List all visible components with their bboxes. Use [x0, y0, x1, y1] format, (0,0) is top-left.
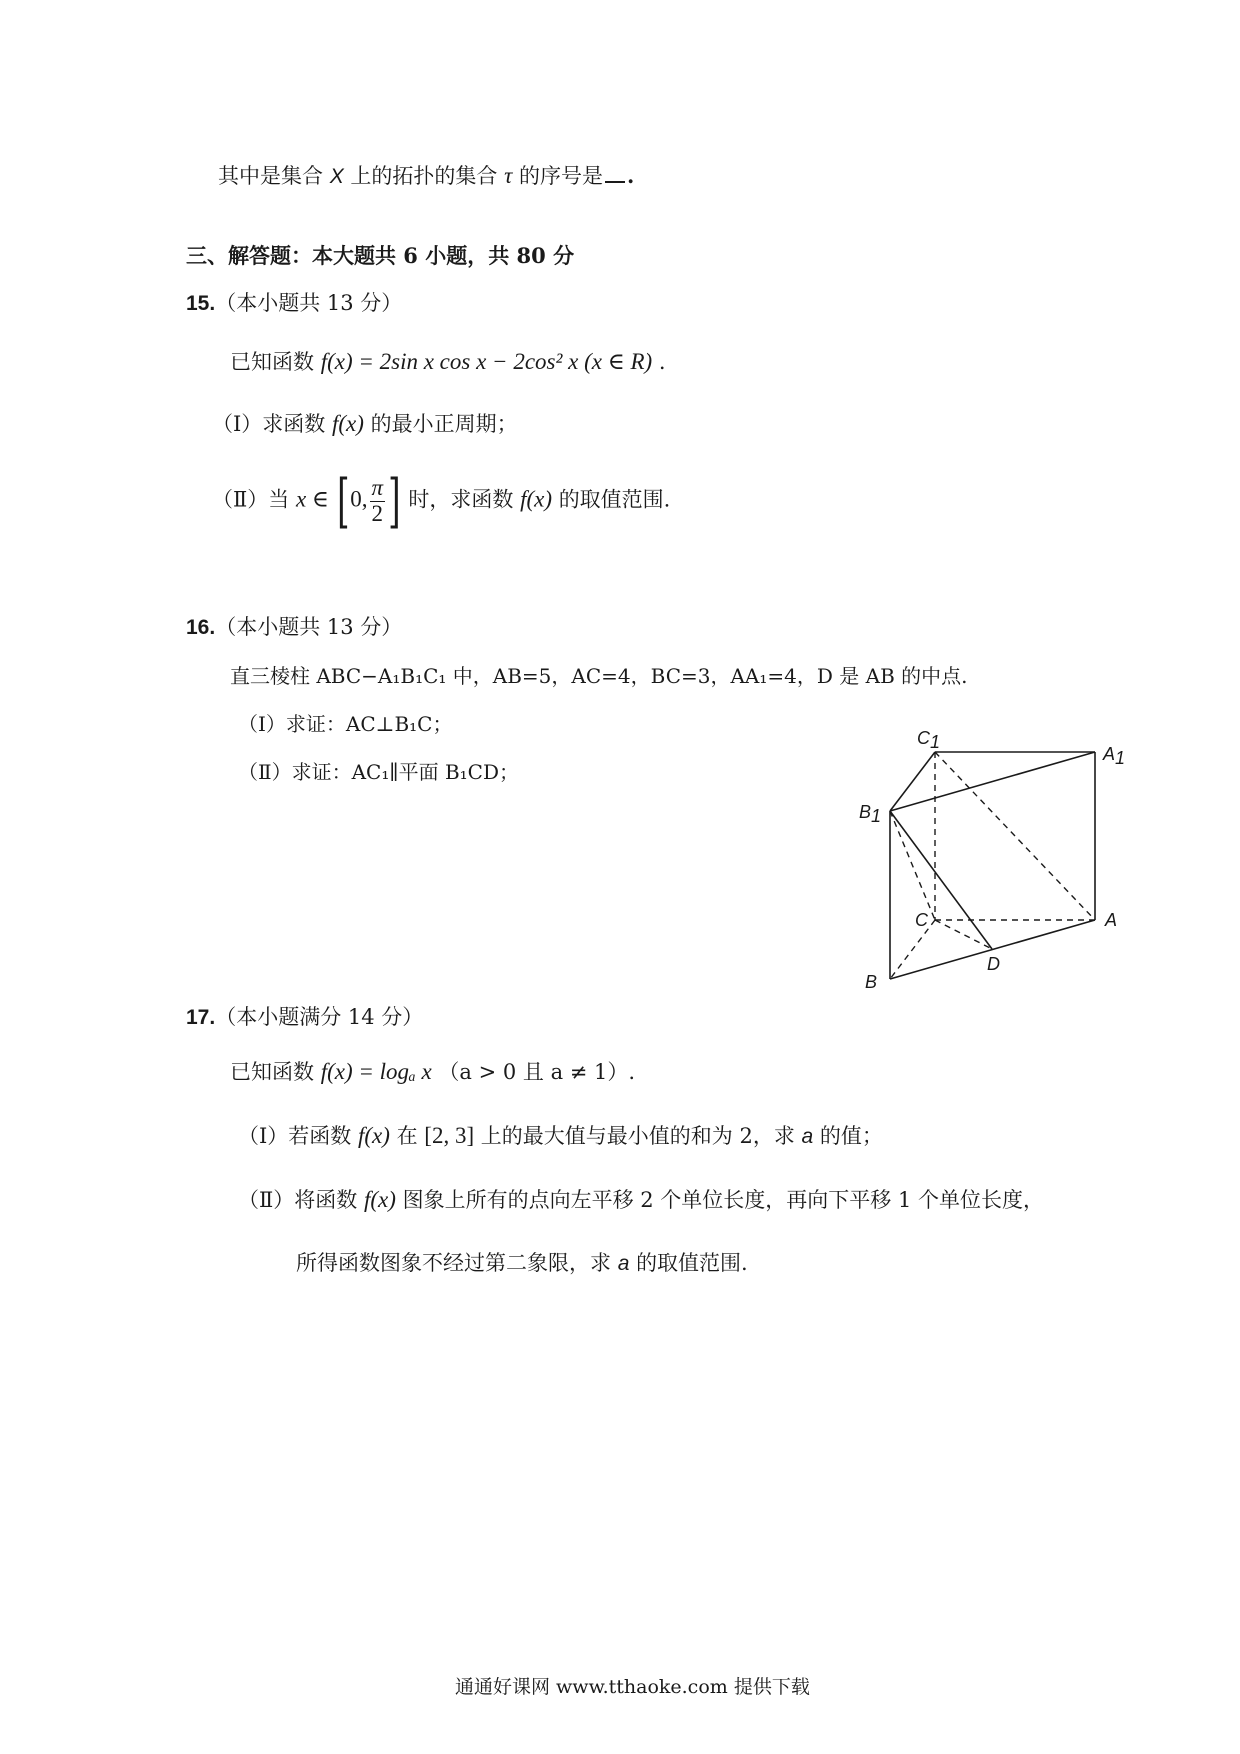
edge-c1-a: [935, 752, 1095, 920]
q17-part2-var: a: [617, 1252, 630, 1275]
q17-part1-label: （Ⅰ）: [238, 1124, 289, 1148]
q15-part2-math: f(x): [520, 486, 552, 512]
label-a1: A1: [1103, 744, 1126, 768]
left-bracket: [: [336, 467, 350, 535]
q15-part2-label: （Ⅱ）: [212, 487, 269, 512]
q16-part2-text: 求证：AC₁∥平面 B₁CD；: [291, 760, 520, 784]
right-bracket: ]: [388, 467, 401, 535]
q15-part1-math: f(x): [331, 411, 364, 436]
q15-part1: [212, 410, 518, 439]
label-c1: C1: [917, 730, 941, 752]
section-heading: 三、解答题：本大题共 6 小题，共 80 分: [186, 243, 575, 268]
q17-part1-suffix: 上的最大值与最小值的和为 2，求: [480, 1124, 795, 1148]
q15-stem: [230, 348, 666, 377]
intro-text-suffix: 的序号是: [519, 164, 603, 188]
set-x: X: [329, 165, 344, 188]
tau-symbol: τ: [504, 163, 513, 188]
edge-c-d: [935, 920, 992, 949]
q17-part1-var: a: [801, 1125, 814, 1148]
q15-points: （本小题共 13 分）: [215, 291, 403, 315]
intro-text: 其中是集合: [218, 164, 323, 188]
q17-part1: [238, 1122, 883, 1151]
q15-part2-var: x ∈: [295, 486, 329, 512]
q16-part1-text: 求证：AC⊥B₁C；: [285, 712, 453, 736]
edge-c1-b1: [890, 752, 935, 811]
q17-part2-suffix: 的取值范围.: [636, 1251, 748, 1275]
q17-part2-text1: 图象上所有的点向左平移 2 个单位长度，再向下平移 1 个单位长度，: [402, 1188, 1044, 1212]
label-b1: B1: [859, 802, 882, 826]
q15-function-formula: f(x) = 2sin x cos x − 2cos² x (x ∈ R): [320, 349, 653, 374]
q17-points: （本小题满分 14 分）: [215, 1005, 424, 1029]
q17-stem-prefix: 已知函数: [230, 1060, 314, 1084]
q15-stem-prefix: 已知函数: [230, 350, 314, 374]
edge-c-b: [890, 920, 935, 979]
q15-part2-suffix: 的取值范围.: [558, 487, 671, 512]
edge-b1-c: [890, 811, 935, 920]
answer-blank: [605, 163, 625, 183]
q16-part1-label: （Ⅰ）: [238, 712, 286, 736]
label-a: A: [1105, 910, 1118, 930]
q15-number: 15.: [186, 292, 216, 315]
q17-part2-text2: 所得函数图象不经过第二象限，求: [296, 1251, 611, 1275]
intro-line: [218, 162, 634, 191]
q17-part2-prefix: 将函数: [294, 1188, 358, 1212]
label-c: C: [915, 910, 928, 930]
q16-header: [186, 614, 402, 641]
q17-part2-math: f(x): [363, 1187, 396, 1212]
label-d: D: [987, 954, 1000, 974]
q17-part2-line2: [296, 1250, 748, 1277]
interval-start: 0,: [350, 486, 368, 512]
q17-part2-line1: [238, 1186, 1044, 1215]
q15-part2-mid: 时，求函数: [408, 487, 514, 512]
q17-number: 17.: [186, 1006, 216, 1029]
q15-part2-prefix: 当: [268, 487, 290, 512]
q17-stem: [230, 1058, 635, 1087]
label-b: B: [865, 972, 878, 992]
q16-part1: [238, 712, 452, 737]
pi-over-two: [370, 476, 386, 525]
q15-part1-label: （Ⅰ）: [212, 412, 263, 436]
q17-interval: [2, 3]: [424, 1123, 475, 1148]
q17-part1-mid: 在: [396, 1124, 418, 1148]
intro-end: .: [627, 163, 635, 188]
q15-part2: [212, 467, 671, 535]
frac-denominator: 2: [371, 500, 384, 526]
q17-condition: （a > 0 且 a ≠ 1）.: [438, 1060, 636, 1084]
frac-numerator: π: [371, 475, 384, 501]
q17-part1-math: f(x): [357, 1123, 390, 1148]
prism-figure: [855, 730, 1175, 1000]
q16-part2-label: （Ⅱ）: [238, 760, 292, 784]
q15-stem-end: .: [658, 350, 666, 374]
q17-part1-prefix: 若函数: [288, 1124, 352, 1148]
edge-b1-a1: [890, 752, 1095, 811]
q16-number: 16.: [186, 616, 216, 639]
edge-b1-d: [890, 811, 992, 949]
q17-part1-end: 的值；: [819, 1124, 883, 1148]
q17-header: [186, 1004, 423, 1031]
intro-text-mid: 上的拓扑的集合: [350, 164, 498, 188]
q15-part1-suffix: 的最小正周期；: [370, 412, 518, 436]
q17-part2-label: （Ⅱ）: [238, 1188, 295, 1212]
q16-part2: [238, 760, 519, 785]
page-footer: 通通好课网 www.tthaoke.com 提供下载: [455, 1676, 810, 1698]
q17-function-formula: f(x) = logₐ x: [320, 1059, 432, 1084]
q16-stem: 直三棱柱 ABC−A₁B₁C₁ 中，AB=5，AC=4，BC=3，AA₁=4，D 是 AB 的中点.: [230, 664, 968, 688]
q16-points: （本小题共 13 分）: [215, 615, 403, 639]
q15-part1-prefix: 求函数: [262, 412, 326, 436]
q15-header: [186, 290, 402, 317]
